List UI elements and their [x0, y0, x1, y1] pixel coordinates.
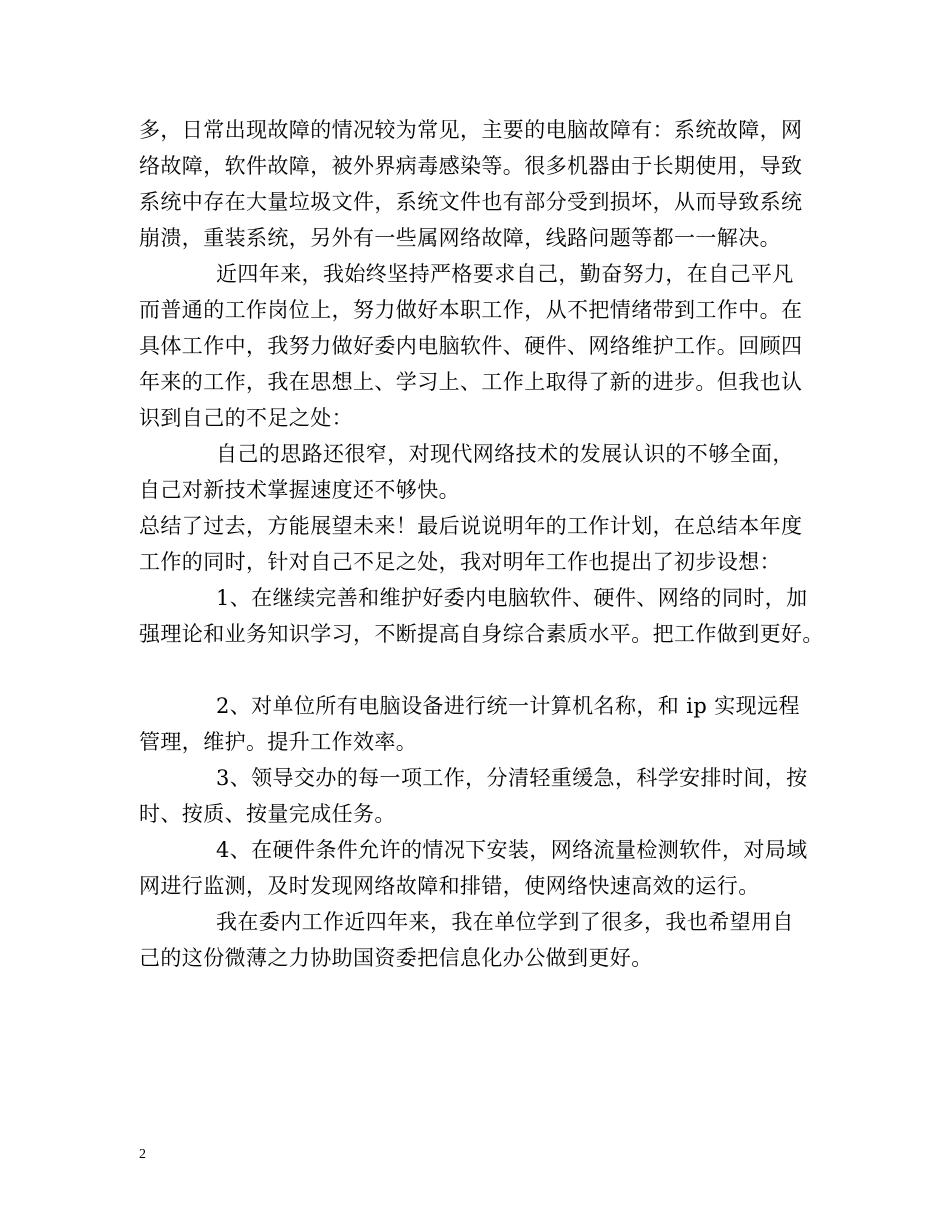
text-line: 具体工作中，我努力做好委内电脑软件、硬件、网络维护工作。回顾四	[139, 334, 803, 358]
text-line: 自己对新技术掌握速度还不够快。	[139, 478, 460, 502]
text-line: 网进行监测，及时发现网络故障和排错，使网络快速高效的运行。	[139, 874, 760, 898]
text-line: 年来的工作，我在思想上、学习上、工作上取得了新的进步。但我也认	[139, 370, 803, 394]
page-number: 2	[139, 1147, 146, 1162]
text-line: 崩溃，重装系统，另外有一些属网络故障，线路问题等都一一解决。	[139, 226, 781, 250]
text-line: 总结了过去，方能展望未来！最后说说明年的工作计划，在总结本年度	[139, 514, 803, 538]
text-line: 1、在继续完善和维护好委内电脑软件、硬件、网络的同时，加	[216, 586, 808, 610]
text-line: 时、按质、按量完成任务。	[139, 802, 396, 826]
text-line: 己的这份微薄之力协助国资委把信息化办公做到更好。	[139, 946, 653, 970]
text-line: 我在委内工作近四年来，我在单位学到了很多，我也希望用自	[216, 910, 794, 934]
text-line: 2、对单位所有电脑设备进行统一计算机名称，和 ip 实现远程	[216, 694, 800, 718]
text-line: 3、领导交办的每一项工作，分清轻重缓急，科学安排时间，按	[216, 766, 808, 790]
text-line: 而普通的工作岗位上，努力做好本职工作，从不把情绪带到工作中。在	[139, 298, 803, 322]
text-line: 识到自己的不足之处：	[139, 406, 353, 430]
text-line: 自己的思路还很窄，对现代网络技术的发展认识的不够全面，	[216, 442, 794, 466]
text-line: 系统中存在大量垃圾文件，系统文件也有部分受到损坏，从而导致系统	[139, 190, 803, 214]
text-line: 管理，维护。提升工作效率。	[139, 730, 418, 754]
text-line: 络故障，软件故障，被外界病毒感染等。很多机器由于长期使用，导致	[139, 154, 803, 178]
text-line: 近四年来，我始终坚持严格要求自己，勤奋努力，在自己平凡	[216, 262, 794, 286]
text-line: 强理论和业务知识学习，不断提高自身综合素质水平。把工作做到更好。	[139, 622, 824, 646]
text-line: 工作的同时，针对自己不足之处，我对明年工作也提出了初步设想：	[139, 550, 781, 574]
text-line: 多，日常出现故障的情况较为常见，主要的电脑故障有：系统故障，网	[139, 118, 803, 142]
text-line: 4、在硬件条件允许的情况下安装，网络流量检测软件，对局域	[216, 838, 808, 862]
